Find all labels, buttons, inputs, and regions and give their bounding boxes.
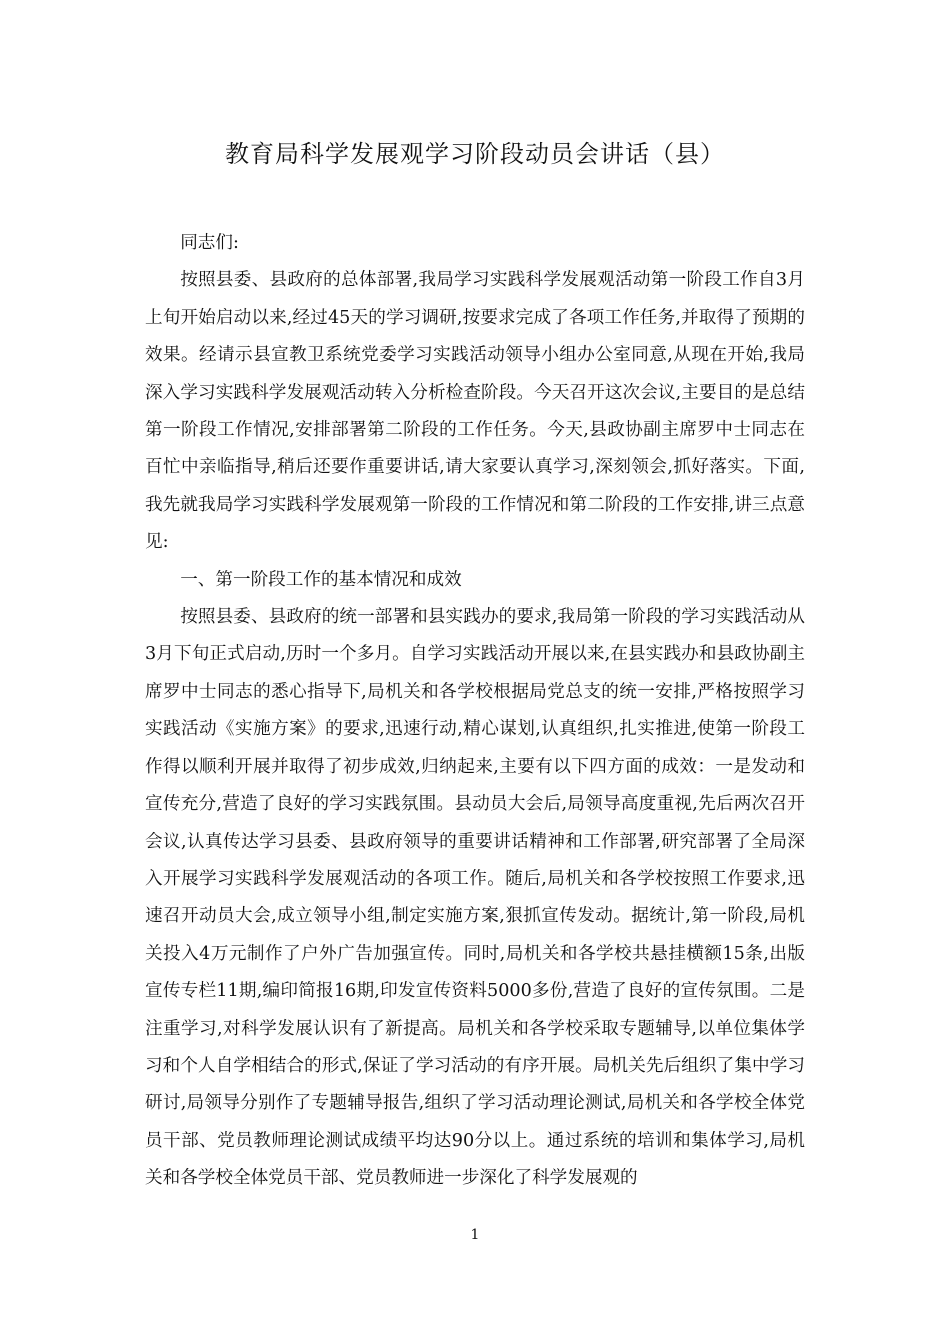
- paragraph-section-1: 按照县委、县政府的统一部署和县实践办的要求,我局第一阶段的学习实践活动从3月下旬正式启动,历时一个多月。自学习实践活动开展以来,在县实践办和县政协副主席罗中士同志的悉心指导下,局机关和各学校根据局党总支的统一安排,严格按照学习实践活动《实施方案》的要求,迅速行动,精心谋划,认真组织,扎实推进,使第一阶段工作得以顺利开展并取得了初步成效,归纳起来,主要有以下四方面的成效：一是发动和宣传充分,营造了良好的学习实践氛围。县动员大会后,局领导高度重视,先后两次召开会议,认真传达学习县委、县政府领导的重要讲话精神和工作部署,研究部署了全局深入开展学习实践科学发展观活动的各项工作。随后,局机关和各学校按照工作要求,迅速召开动员大会,成立领导小组,制定实施方案,狠抓宣传发动。据统计,第一阶段,局机关投入4万元制作了户外广告加强宣传。同时,局机关和各学校共悬挂横额15条,出版宣传专栏11期,编印简报16期,印发宣传资料5000多份,营造了良好的宣传氛围。二是注重学习,对科学发展认识有了新提高。局机关和各学校采取专题辅导,以单位集体学习和个人自学相结合的形式,保证了学习活动的有序开展。局机关先后组织了集中学习研讨,局领导分别作了专题辅导报告,组织了学习活动理论测试,局机关和各学校全体党员干部、党员教师理论测试成绩平均达90分以上。通过系统的培训和集体学习,局机关和各学校全体党员干部、党员教师进一步深化了科学发展观的: [145, 607, 805, 1189]
- document-title: 教育局科学发展观学习阶段动员会讲话（县）: [225, 140, 725, 168]
- page-number: 1: [470, 1227, 480, 1243]
- salutation: 同志们:: [180, 233, 239, 253]
- section-heading-1: 一、第一阶段工作的基本情况和成效: [180, 569, 462, 590]
- paragraph-intro: 按照县委、县政府的总体部署,我局学习实践科学发展观活动第一阶段工作自3月上旬开始启动以来,经过45天的学习调研,按要求完成了各项工作任务,并取得了预期的效果。经请示县宣教卫系统党委学习实践活动领导小组办公室同意,从现在开始,我局深入学习实践科学发展观活动转入分析检查阶段。今天召开这次会议,主要目的是总结第一阶段工作情况,安排部署第二阶段的工作任务。今天,县政协副主席罗中士同志在百忙中亲临指导,稍后还要作重要讲话,请大家要认真学习,深刻领会,抓好落实。下面,我先就我局学习实践科学发展观第一阶段的工作情况和第二阶段的工作安排,讲三点意见:: [145, 270, 805, 553]
- document-body: [145, 225, 805, 1198]
